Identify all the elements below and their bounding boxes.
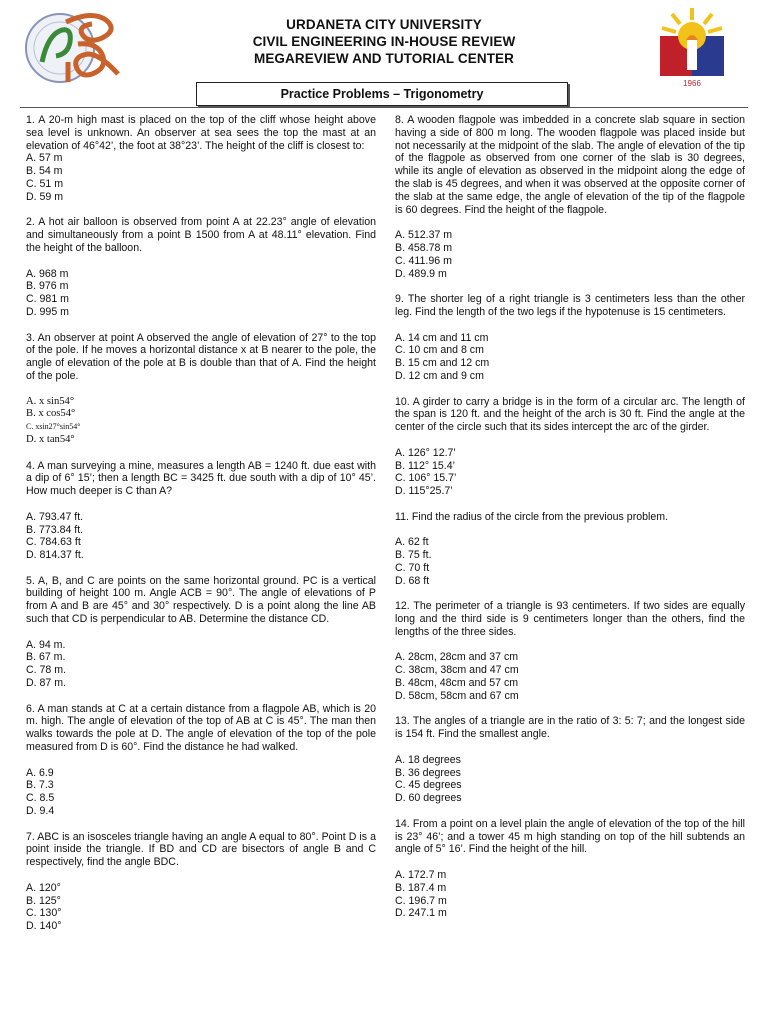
answer-choices [395,229,745,280]
answer-choice: B. 7.3 [26,779,54,792]
answer-choice: B. 15 cm and 12 cm [395,357,490,370]
question-item [395,715,745,805]
answer-choice: B. 48cm, 48cm and 57 cm [395,677,519,690]
question-text: 2. A hot air balloon is observed from point A at 22.23° angle of elevation and simultaneously from a point B 1500 from A at 48.11° elevation. Find the height of the balloon. [26,216,376,254]
answer-choice: D. 489.9 m [395,267,447,280]
answer-choices [395,869,745,920]
answer-choices [26,767,376,818]
answer-choices [26,152,376,203]
answer-choice: C. xsin27°sin54° [26,422,81,432]
answer-choices [395,332,745,383]
answer-choice: A. 968 m [26,267,69,280]
question-text: 6. A man stands at C at a certain distance from a flagpole AB, which is 20 m. high. The angle of elevation of the top of AB at C is 45°. The man then walks towards the pole at D. The angle of elevation of the top of the pole measured from D is 60°. Find the distance he had walked. [26,702,376,754]
answer-choice: D. 60 degrees [395,792,462,805]
question-text: 3. An observer at point A observed the angle of elevation of 27° to the top of the pole. If he moves a horizontal distance x at B nearer to the pole, the angle of elevation of the pole at B is double than that of A. Find the height of the pole. [26,331,376,382]
answer-choice: A. 57 m [26,152,63,165]
answer-choice: B. 458.78 m [395,241,453,254]
question-item [26,332,376,447]
ucu-seal-icon [656,6,728,90]
center-name: MEGAREVIEW AND TUTORIAL CENTER [253,51,514,66]
question-text: 10. A girder to carry a bridge is in the form of a circular arc. The length of the span is 120 ft. and the height of the arch is 30 ft. Find the angle at the center of the circle such that its sides intercept the arc of the girder. [395,395,745,434]
question-item [26,575,376,690]
question-text: 14. From a point on a level plain the angle of elevation of the top of the hill is 23° 46’; and a tower 45 m high standing on top of the hill subtends an angle of 5° 16’. Find the height of the hill. [395,817,745,856]
answer-choice: D. 115°25.7’ [395,485,453,498]
question-text: 7. ABC is an isosceles triangle having an angle A equal to 80°. Point D is a point inside the triangle. If BD and CD are bisectors of angle B and C respectively, find the angle BDC. [26,830,376,869]
answer-choices [395,536,745,587]
answer-choice: A. 793.47 ft. [26,510,84,523]
answer-choice: D. 995 m [26,305,69,318]
school-heading [160,16,608,67]
answer-choice: A. 14 cm and 11 cm [395,331,489,344]
question-item [26,460,376,562]
answer-choices [395,651,745,702]
answer-choice: A. x sin54° [26,395,75,407]
answer-choice: C. 51 m [26,177,64,190]
answer-choice: B. 112° 15.4’ [395,459,455,472]
answer-choice: B. x cos54° [26,408,76,420]
answer-choice: A. 172.7 m [395,869,447,882]
answer-choice: C. 45 degrees [395,779,462,792]
question-text: 8. A wooden flagpole was imbedded in a concrete slab square in section having a side of 800 m long. The wooden flagpole was placed inside but not necessarily at the midpoint of the slab. The angle of elevation of the tip of the flagpole as observed from one corner of the slab is 30 degrees, while its angle of elevation as observed in the midpoint along the edge of the slab is 45 degrees, and when it was observed at the opposite corner of the slab at the same edge, the angle of elevation of the tip of the flagpole is 60 degrees. Find the height of the flagpole. [395,114,745,216]
question-text: 12. The perimeter of a triangle is 93 centimeters. If two sides are equally long and the third side is 9 centimeters longer than the others, find the lengths of the three sides. [395,600,745,638]
answer-choice: A. 126° 12.7’ [395,446,456,459]
question-text: 5. A, B, and C are points on the same horizontal ground. PC is a vertical building of height 100 m. Angle ACB = 90°. The angle of elevations of P from A and B are 45° and 30° respectively. D is a point along the line AB such that CD is perpendicular to AB. Determine the distance CD. [26,574,376,626]
answer-choice: A. 512.37 m [395,229,453,242]
answer-choice: A. 94 m. [26,638,66,651]
university-name: URDANETA CITY UNIVERSITY [286,17,482,32]
megareview-logo-icon [22,4,132,88]
answer-choices [26,639,376,690]
answer-choice: C. 196.7 m [395,894,447,907]
seal-year: 1966 [683,79,701,88]
question-item [395,818,745,920]
left-column [26,114,376,946]
answer-choice: D. 9.4 [26,805,55,818]
question-text: 9. The shorter leg of a right triangle is 3 centimeters less than the other leg. Find the length of the two legs if the hypotenuse is 15 centimeters. [395,293,745,318]
answer-choice: A. 6.9 [26,766,54,779]
answer-choice: D. 87 m. [26,677,67,690]
answer-choice: C. 70 ft [395,561,430,574]
answer-choice: B. 54 m [26,165,63,178]
answer-choice: D. x tan54° [26,433,75,445]
answer-choice: A. 18 degrees [395,753,461,766]
answer-choices [26,511,376,562]
answer-choice: D. 247.1 m [395,907,447,920]
question-item [26,114,376,204]
answer-choice: B. 125° [26,894,61,907]
answer-choice: D. 12 cm and 9 cm [395,369,484,382]
answer-choice: A. 120° [26,881,61,894]
answer-choice: D. 59 m [26,190,64,203]
answer-choices [26,268,376,319]
answer-choice: C. 10 cm and 8 cm [395,344,484,357]
answer-choice: C. 411.96 m [395,254,452,267]
answer-choice: C. 981 m [26,293,69,306]
answer-choice: B. 773.84 ft. [26,523,84,536]
answer-choice: D. 140° [26,920,62,933]
question-text: 1. A 20-m high mast is placed on the top of the cliff whose height above sea level is unknown. An observer at sea sees the top the mast at an elevation of 46°42’, the foot at 38°23’. The height of the cliff is closest to: [26,114,376,152]
answer-choice: A. 62 ft [395,536,429,549]
question-item [395,600,745,702]
answer-choices [395,447,745,498]
answer-choice: C. 38cm, 38cm and 47 cm [395,664,519,677]
answer-choice: B. 36 degrees [395,766,461,779]
question-item [26,703,376,818]
question-text: 11. Find the radius of the circle from the previous problem. [395,510,669,523]
question-item [395,114,745,280]
department-name: CIVIL ENGINEERING IN-HOUSE REVIEW [252,34,516,49]
answer-choice: D. 58cm, 58cm and 67 cm [395,689,519,702]
answer-choice: C. 784.63 ft [26,536,81,549]
answer-choices [26,396,376,447]
question-item [26,216,376,318]
answer-choices [26,882,376,933]
answer-choice: D. 814.37 ft. [26,549,84,562]
page-title: Practice Problems – Trigonometry [196,82,568,106]
answer-choices [395,754,745,805]
header-divider [20,107,748,108]
answer-choice: C. 78 m. [26,664,67,677]
answer-choice: A. 28cm, 28cm and 37 cm [395,651,519,664]
answer-choice: B. 67 m. [26,651,66,664]
page-header [0,0,768,112]
question-text: 4. A man surveying a mine, measures a length AB = 1240 ft. due east with a dip of 6° 15’; then a length BC = 3425 ft. due south with a dip of 10° 45’. How much deeper is C than A? [26,459,376,498]
answer-choice: D. 68 ft [395,574,430,587]
question-item [395,396,745,498]
answer-choice: B. 187.4 m [395,881,447,894]
right-column [395,114,745,933]
question-item [26,831,376,933]
answer-choice: B. 75 ft. [395,549,432,562]
answer-choice: C. 130° [26,907,62,920]
answer-choice: C. 8.5 [26,792,55,805]
question-text: 13. The angles of a triangle are in the ratio of 3: 5: 7; and the longest side is 154 ft. Find the smallest angle. [395,715,745,741]
answer-choice: B. 976 m [26,280,69,293]
answer-choice: C. 106° 15.7’ [395,472,457,485]
question-item [395,511,745,588]
question-item [395,293,745,383]
